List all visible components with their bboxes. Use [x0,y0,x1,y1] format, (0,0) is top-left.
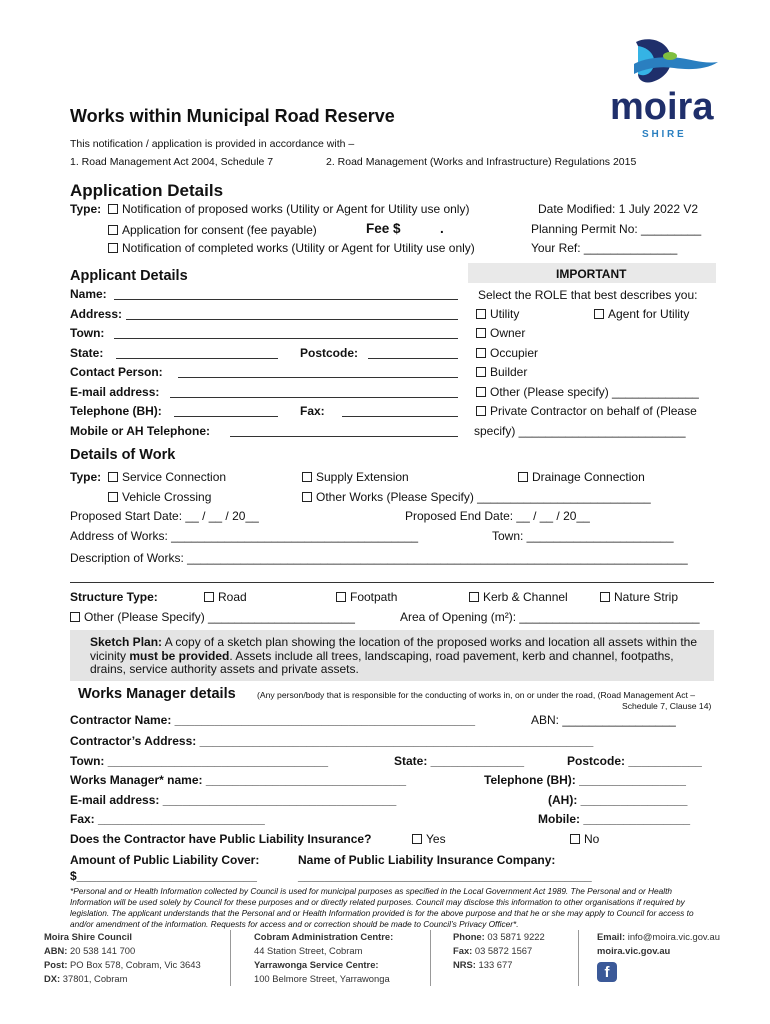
manager-telephone[interactable]: Telephone (BH): ________________ [484,773,686,787]
address-field[interactable] [126,319,458,320]
role-intro: Select the ROLE that best describes you: [478,288,698,302]
footer-email-link[interactable]: info@moira.vic.gov.au [627,931,720,942]
planning-permit[interactable]: Planning Permit No: _________ [531,222,702,236]
contractor-name[interactable]: Contractor Name: _____________________________________________ [70,713,476,727]
contractor-town[interactable]: Town: _________________________________ [70,754,328,768]
structure-nature[interactable]: Nature Strip [600,590,678,604]
role-occupier[interactable]: Occupier [476,346,538,360]
checkbox[interactable] [108,225,118,235]
manager-heading: Works Manager details [78,686,236,702]
cover-amount-field[interactable]: $___________________________ [70,869,257,883]
sketch-plan-text: Sketch Plan: A copy of a sketch plan showing the location of the proposed works and location all assets within the vicinity must be provided. Assets include all trees, landscaping, road pavement, kerb and channel, footpaths, drains, service authority assets and private assets. [90,635,698,676]
works-town[interactable]: Town: ______________________ [492,529,674,543]
structure-road[interactable]: Road [204,590,247,604]
checkbox[interactable] [108,243,118,253]
address-label: Address: [70,307,123,321]
act-2: 2. Road Management (Works and Infrastructure) Regulations 2015 [326,156,637,168]
footer-contact: Email: info@moira.vic.gov.au moira.vic.gov.au [597,931,720,956]
manager-note-1: (Any person/body that is responsible for the conducting of works in, on or under the road, (Road Management Act – [257,690,696,700]
structure-kerb[interactable]: Kerb & Channel [469,590,568,604]
town-label: Town: [70,326,105,340]
area-of-opening[interactable]: Area of Opening (m²): ___________________________ [400,610,700,624]
manager-mobile[interactable]: Mobile: ________________ [538,812,691,826]
contractor-address[interactable]: Contractor’s Address: ___________________________________________________________ [70,734,594,748]
structure-label: Structure Type: [70,590,158,604]
opt-consent[interactable]: Application for consent (fee payable) [108,223,317,237]
fax-field[interactable] [342,416,458,417]
role-agent[interactable]: Agent for Utility [594,307,689,321]
description-line-2[interactable] [70,582,714,583]
role-private[interactable]: Private Contractor on behalf of (Please [476,404,697,418]
role-other[interactable]: Other (Please specify) _____________ [476,385,699,399]
contact-label: Contact Person: [70,365,163,379]
footer-divider [578,930,579,986]
manager-ah[interactable]: (AH): ________________ [548,793,688,807]
privacy-note: *Personal and or Health Information collected by Council is used for municipal purposes as specified in the Local Government Act 1989. The Personal and or Health Information will be used solely by Council for these purposes and or directly related purposes. Council may disclose this information to other organisations if required by legislation. The applicant understands that the Personal and or Health Information provided is for the above purpose and that he or she may apply to Council for access to and/or amendment of the information. Requests for access and or correction should be made to Council’s Privacy Officer*. [70,886,694,929]
checkbox[interactable] [570,834,580,844]
role-owner[interactable]: Owner [476,326,525,340]
contractor-postcode[interactable]: Postcode: ___________ [567,754,702,768]
footer-divider [230,930,231,986]
town-field[interactable] [114,338,458,339]
structure-other[interactable]: Other (Please Specify) ______________________ [70,610,355,624]
checkbox[interactable] [476,348,486,358]
telephone-field[interactable] [174,416,278,417]
act-1: 1. Road Management Act 2004, Schedule 7 [70,156,274,168]
intro-text: This notification / application is provided in accordance with – [70,138,355,150]
name-field[interactable] [114,299,458,300]
mobile-field[interactable] [230,436,458,437]
role-utility[interactable]: Utility [476,307,519,321]
moira-shire-logo [608,34,728,144]
insurance-question: Does the Contractor have Public Liability Insurance? [70,832,372,846]
checkbox[interactable] [108,492,118,502]
type-label: Type: [70,202,102,216]
works-description[interactable]: Description of Works: ___________________________________________________________________________ [70,551,688,565]
work-service[interactable]: Service Connection [108,470,226,484]
checkbox[interactable] [476,406,486,416]
insurance-yes[interactable]: Yes [412,832,446,846]
footer-council: Moira Shire Council ABN: 20 538 141 700 Post: PO Box 578, Cobram, Vic 3643 DX: 37801, Cobram [44,931,201,984]
checkbox[interactable] [108,204,118,214]
logo-mark-icon [608,34,728,92]
insurance-no[interactable]: No [570,832,599,846]
contact-field[interactable] [178,377,458,378]
works-heading: Details of Work [70,447,176,463]
logo-shire: S H I R E [642,129,684,140]
checkbox[interactable] [302,492,312,502]
council-post: PO Box 578, Cobram, Vic 3643 [70,959,201,970]
checkbox[interactable] [476,328,486,338]
manager-fax[interactable]: Fax: _________________________ [70,812,265,826]
council-dx: 37801, Cobram [62,973,128,984]
footer-divider [430,930,431,986]
postcode-label: Postcode: [300,346,359,360]
work-drainage[interactable]: Drainage Connection [518,470,645,484]
checkbox[interactable] [600,592,610,602]
footer-website-link[interactable]: moira.vic.gov.au [597,945,671,956]
checkbox[interactable] [70,612,80,622]
contractor-state[interactable]: State: ______________ [394,754,525,768]
structure-footpath[interactable]: Footpath [336,590,397,604]
sketch-plan-box [70,630,714,681]
checkbox[interactable] [336,592,346,602]
manager-name[interactable]: Works Manager* name: ______________________________ [70,773,407,787]
work-supply[interactable]: Supply Extension [302,470,409,484]
checkbox[interactable] [518,472,528,482]
page-title: Works within Municipal Road Reserve [70,106,395,126]
email-label: E-mail address: [70,385,160,399]
logo-wordmark: moira [610,86,714,128]
council-abn: 20 538 141 700 [70,945,136,956]
checkbox[interactable] [476,387,486,397]
telephone-label: Telephone (BH): [70,404,162,418]
work-vehicle[interactable]: Vehicle Crossing [108,490,211,504]
applicant-heading: Applicant Details [70,268,188,284]
checkbox[interactable] [204,592,214,602]
company-field[interactable]: ____________________________________________ [298,869,592,883]
email-field[interactable] [170,397,458,398]
checkbox[interactable] [476,309,486,319]
work-other[interactable]: Other Works (Please Specify) __________________________ [302,490,651,504]
date-modified: Date Modified: 1 July 2022 V2 [538,202,699,216]
state-label: State: [70,346,104,360]
role-builder[interactable]: Builder [476,365,527,379]
works-address[interactable]: Address of Works: _____________________________________ [70,529,419,543]
checkbox[interactable] [469,592,479,602]
checkbox[interactable] [302,472,312,482]
checkbox[interactable] [476,367,486,377]
manager-note-2: Schedule 7, Clause 14) [622,701,712,711]
important-heading: IMPORTANT [556,267,627,281]
manager-email[interactable]: E-mail address: ___________________________________ [70,793,397,807]
your-ref[interactable]: Your Ref: ______________ [531,241,678,255]
contractor-abn[interactable]: ABN: _________________ [531,713,676,727]
fax-label: Fax: [300,404,325,418]
end-date[interactable]: Proposed End Date: __ / __ / 20__ [405,509,590,523]
facebook-icon[interactable]: f [597,962,617,982]
company-label: Name of Public Liability Insurance Company: [298,853,556,867]
role-private-specify[interactable]: specify) _________________________ [474,424,686,438]
works-type-label: Type: [70,470,102,484]
opt-completed[interactable]: Notification of completed works (Utility or Agent for Utility use only) [108,241,475,255]
council-name: Moira Shire Council [44,931,133,942]
checkbox[interactable] [108,472,118,482]
start-date[interactable]: Proposed Start Date: __ / __ / 20__ [70,509,259,523]
state-field[interactable] [116,358,278,359]
fee-dot: . [440,221,444,236]
footer-phones: Phone: 03 5871 9222 Fax: 03 5872 1567 NRS: 133 677 [453,931,545,970]
footer-centres: Cobram Administration Centre: 44 Station Street, Cobram Yarrawonga Service Centre: 100 Belmore Street, Yarrawonga [254,931,394,984]
checkbox[interactable] [594,309,604,319]
name-label: Name: [70,287,107,301]
mobile-label: Mobile or AH Telephone: [70,424,210,438]
checkbox[interactable] [412,834,422,844]
fee-label: Fee $ [366,221,401,236]
opt-proposed[interactable]: Notification of proposed works (Utility or Agent for Utility use only) [108,202,469,216]
postcode-field[interactable] [368,358,458,359]
cover-amount-label: Amount of Public Liability Cover: [70,853,260,867]
application-details-heading: Application Details [70,181,224,200]
